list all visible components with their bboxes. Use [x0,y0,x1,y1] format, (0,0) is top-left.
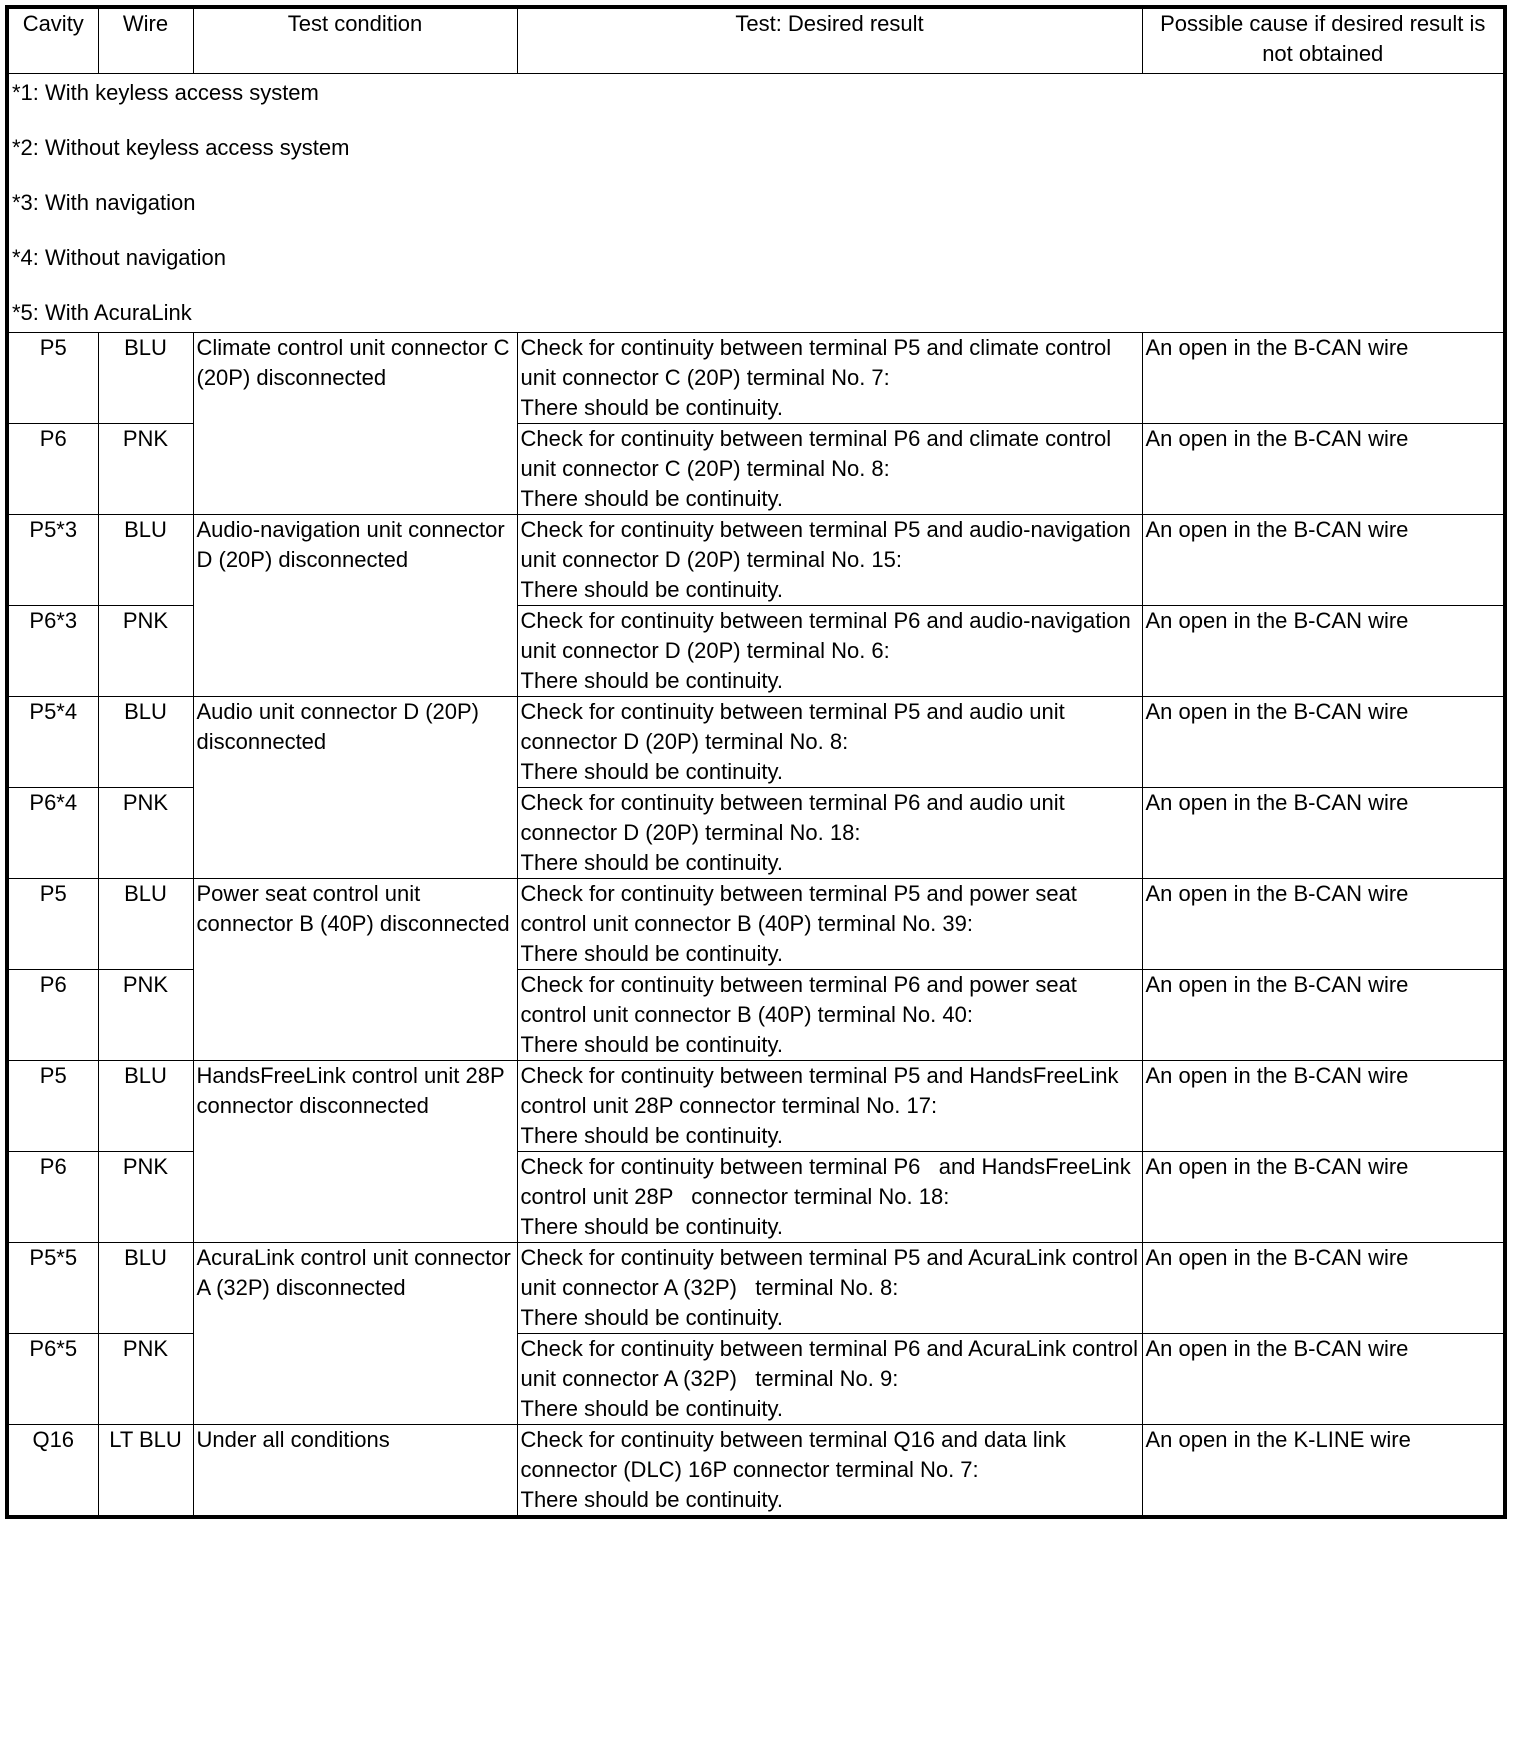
desired-result-cell [517,606,1142,697]
result-line: Check for continuity between terminal P5 and audio unit connector D (20P) terminal No. 8: [520,699,1071,754]
desired-result-cell [517,1243,1145,1334]
wire-cell: BLU [98,1061,193,1152]
desired-result-cell [517,879,1142,970]
cavity-cell: P6*3 [7,606,98,697]
result-line: Check for continuity between terminal P5 and AcuraLink control unit connector A (32P) terminal No. 8: [520,1245,1145,1300]
desired-result-cell [517,697,1142,788]
test-condition-cell: Power seat control unit connector B (40P) disconnected [193,879,517,1061]
result-line: There should be continuity. [520,759,784,784]
result-line: Check for continuity between terminal P5 and power seat control unit connector B (40P) terminal No. 39: [520,881,1084,936]
result-line: There should be continuity. [520,486,784,511]
cavity-cell: P6 [7,970,98,1061]
possible-cause-cell: An open in the B-CAN wire [1142,424,1505,515]
footnotes [7,74,1505,333]
wire-cell: BLU [98,1243,193,1334]
result-line: There should be continuity. [520,395,784,420]
result-line: Check for continuity between terminal Q16 and data link connector (DLC) 16P connector terminal No. 7: [520,1427,1073,1482]
cavity-cell: P6*4 [7,788,98,879]
footnote: *5: With AcuraLink [12,300,192,325]
test-condition-cell: Climate control unit connector C (20P) disconnected [193,333,517,515]
possible-cause-cell: An open in the B-CAN wire [1142,515,1505,606]
possible-cause-cell: An open in the B-CAN wire [1142,1152,1505,1243]
result-line: There should be continuity. [520,1487,784,1512]
possible-cause-cell: An open in the B-CAN wire [1142,606,1505,697]
possible-cause-cell: An open in the B-CAN wire [1142,697,1505,788]
continuity-test-table [5,5,1507,1519]
cavity-cell: P5*5 [7,1243,98,1334]
result-line: Check for continuity between terminal P6 and HandsFreeLink control unit 28P connector terminal No. 18: [520,1154,1137,1209]
header-row [7,7,1505,74]
result-line: Check for continuity between terminal P6 and audio unit connector D (20P) terminal No. 18: [520,790,1071,845]
desired-result-cell [517,1061,1142,1152]
wire-cell: PNK [98,788,193,879]
possible-cause-cell: An open in the B-CAN wire [1142,333,1505,424]
wire-cell: BLU [98,333,193,424]
table-row [7,1243,1505,1334]
desired-result-cell [517,333,1142,424]
possible-cause-cell: An open in the B-CAN wire [1142,788,1505,879]
wire-cell: PNK [98,970,193,1061]
test-condition-cell: HandsFreeLink control unit 28P connector disconnected [193,1061,517,1243]
wire-cell: BLU [98,879,193,970]
footnote: *4: Without navigation [12,245,227,270]
result-line: There should be continuity. [520,850,784,875]
result-line: There should be continuity. [520,1214,784,1239]
wire-cell: PNK [98,424,193,515]
possible-cause-cell: An open in the B-CAN wire [1142,1243,1505,1334]
table-row [7,697,1505,788]
result-line: There should be continuity. [520,1032,784,1057]
header-wire: Wire [98,7,193,74]
possible-cause-cell: An open in the B-CAN wire [1142,879,1505,970]
cavity-cell: P5 [7,1061,98,1152]
result-line: There should be continuity. [520,577,784,602]
possible-cause-cell: An open in the K-LINE wire [1142,1425,1505,1518]
result-line: Check for continuity between terminal P5 and HandsFreeLink control unit 28P connector terminal No. 17: [520,1063,1125,1118]
header-possible-cause: Possible cause if desired result is not obtained [1142,7,1505,74]
result-line: Check for continuity between terminal P6 and power seat control unit connector B (40P) terminal No. 40: [520,972,1084,1027]
wire-cell: PNK [98,1152,193,1243]
possible-cause-cell: An open in the B-CAN wire [1142,1061,1505,1152]
desired-result-cell [517,1425,1142,1518]
result-line: There should be continuity. [520,941,784,966]
test-condition-cell: Audio unit connector D (20P) disconnected [193,697,517,879]
cavity-cell: P5 [7,333,98,424]
wire-cell: BLU [98,697,193,788]
table-row [7,515,1505,606]
desired-result-cell [517,515,1142,606]
test-condition-cell: Under all conditions [193,1425,517,1518]
header-desired-result: Test: Desired result [517,7,1142,74]
result-line: Check for continuity between terminal P6 and climate control unit connector C (20P) terminal No. 8: [520,426,1118,481]
result-line: Check for continuity between terminal P5 and audio-navigation unit connector D (20P) terminal No. 15: [520,517,1137,572]
wire-cell: LT BLU [98,1425,193,1518]
result-line: There should be continuity. [520,1396,784,1421]
cavity-cell: P6*5 [7,1334,98,1425]
footnote: *1: With keyless access system [12,80,319,105]
result-line: Check for continuity between terminal P5 and climate control unit connector C (20P) terminal No. 7: [520,335,1118,390]
desired-result-cell [517,1334,1145,1425]
footnotes-row [7,74,1505,333]
cavity-cell: P6 [7,1152,98,1243]
test-condition-cell: AcuraLink control unit connector A (32P) disconnected [193,1243,517,1425]
test-condition-cell: Audio-navigation unit connector D (20P) disconnected [193,515,517,697]
possible-cause-cell: An open in the B-CAN wire [1142,1334,1505,1425]
wire-cell: PNK [98,606,193,697]
cavity-cell: P5*4 [7,697,98,788]
result-line: There should be continuity. [520,1123,784,1148]
footnote: *3: With navigation [12,190,196,215]
table-row [7,1425,1505,1518]
desired-result-cell [517,424,1142,515]
result-line: Check for continuity between terminal P6 and AcuraLink control unit connector A (32P) terminal No. 9: [520,1336,1145,1391]
cavity-cell: P5*3 [7,515,98,606]
table-row [7,333,1505,424]
table-row [7,1061,1505,1152]
desired-result-cell [517,788,1142,879]
desired-result-cell [517,1152,1142,1243]
cavity-cell: Q16 [7,1425,98,1518]
result-line: There should be continuity. [520,668,784,693]
result-line: Check for continuity between terminal P6 and audio-navigation unit connector D (20P) terminal No. 6: [520,608,1137,663]
wire-cell: BLU [98,515,193,606]
footnote: *2: Without keyless access system [12,135,350,160]
cavity-cell: P5 [7,879,98,970]
table-row [7,879,1505,970]
wire-cell: PNK [98,1334,193,1425]
possible-cause-cell: An open in the B-CAN wire [1142,970,1505,1061]
header-cavity: Cavity [7,7,98,74]
desired-result-cell [517,970,1142,1061]
header-test-condition: Test condition [193,7,517,74]
cavity-cell: P6 [7,424,98,515]
result-line: There should be continuity. [520,1305,784,1330]
